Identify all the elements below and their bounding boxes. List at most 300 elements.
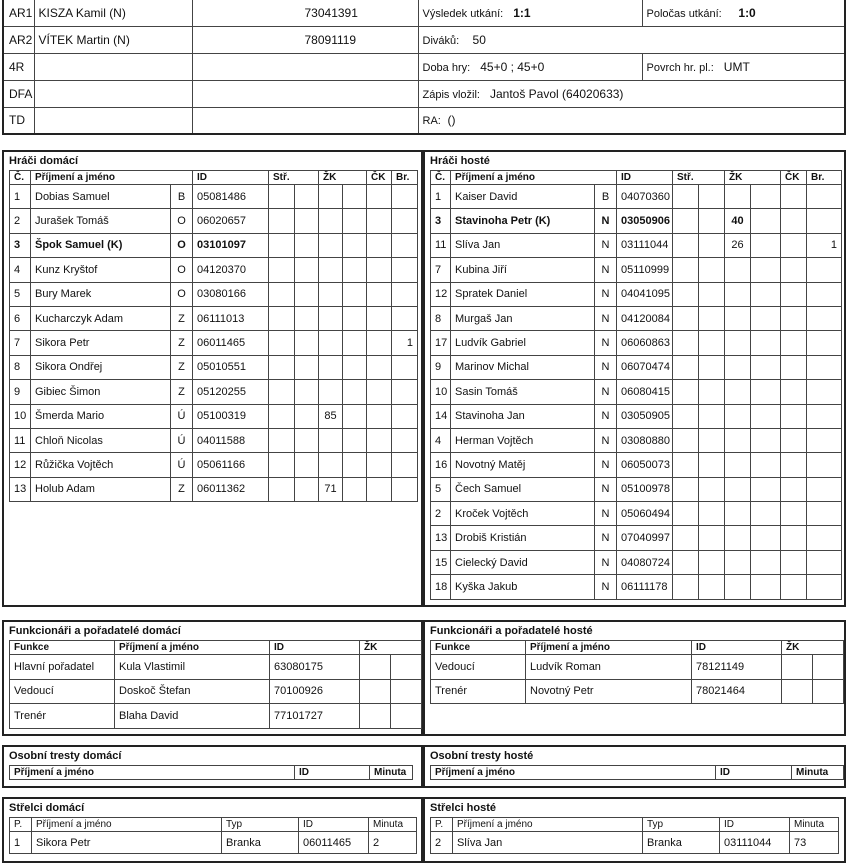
player-goals [392,355,418,379]
staff-id: 63080175 [270,655,360,680]
substitution-cell [269,453,295,477]
table-row [431,404,842,428]
red-card-cell [367,282,392,306]
table-row [10,355,418,379]
red-card-cell [367,404,392,428]
substitution-cell [699,380,725,404]
official-id [192,53,418,80]
substitution-cell [295,233,319,257]
player-goals [392,306,418,330]
recorder-label: Zápis vložil: [422,88,480,101]
yellow-card-cell [391,655,422,680]
duration-value: 45+0 ; 45+0 [480,59,545,74]
player-id: 03050905 [617,404,673,428]
player-position: N [595,306,617,330]
player-name: Sikora Ondřej [31,355,171,379]
red-card-cell [781,526,807,550]
substitution-cell [295,258,319,282]
table-row [431,832,839,854]
table-row [431,209,842,233]
yellow-card-minute [319,185,343,209]
yellow-card-minute [319,355,343,379]
player-goals [807,526,842,550]
table-row [431,355,842,379]
yellow-card-minute [725,258,751,282]
scorer-type: Branka [643,832,720,854]
yellow-card-cell [751,258,781,282]
player-position: N [595,209,617,233]
section-title: Střelci domácí [9,802,85,814]
player-goals [392,428,418,452]
player-name: Kroček Vojtěch [451,502,595,526]
substitution-cell [699,185,725,209]
player-name: Jurašek Tomáš [31,209,171,233]
staff-name: Doskoč Štefan [115,679,270,704]
substitution-cell [673,477,699,501]
header-substitution: Stř. [269,171,319,185]
substitution-cell [699,453,725,477]
player-name: Kucharczyk Adam [31,306,171,330]
yellow-card-minute [319,453,343,477]
red-card-cell [781,306,807,330]
player-name: Čech Samuel [451,477,595,501]
yellow-card-cell [343,331,367,355]
surface-value: UMT [723,59,750,74]
player-id: 06011362 [193,477,269,501]
player-name: Gibiec Šimon [31,380,171,404]
player-id: 05100319 [193,404,269,428]
player-goals [807,331,842,355]
red-card-cell [367,209,392,233]
header-row [431,171,842,185]
section-title: Hráči hosté [430,155,490,167]
player-number: 2 [431,502,451,526]
red-card-cell [781,331,807,355]
player-number: 14 [431,404,451,428]
substitution-cell [699,282,725,306]
result-cell [418,0,642,26]
header-row [431,818,839,832]
red-card-cell [367,185,392,209]
player-number: 12 [10,453,31,477]
yellow-card-cell [751,550,781,574]
red-card-cell [781,404,807,428]
header-row [10,641,422,655]
player-position: N [595,282,617,306]
player-name: Holub Adam [31,477,171,501]
staff-role: Vedoucí [10,679,115,704]
table-row [10,404,418,428]
yellow-card-cell [343,428,367,452]
player-goals [807,453,842,477]
player-name: Kyška Jakub [451,575,595,599]
yellow-card-cell [751,477,781,501]
table-row [431,453,842,477]
red-card-cell [367,428,392,452]
header-id: ID [716,766,792,780]
table-row [431,282,842,306]
player-position: O [171,233,193,257]
yellow-card-minute [319,258,343,282]
header-minute: Minuta [792,766,844,780]
player-position: B [171,185,193,209]
player-number: 17 [431,331,451,355]
player-goals [392,282,418,306]
substitution-cell [269,355,295,379]
player-number: 1 [10,185,31,209]
header-type: Typ [643,818,720,832]
player-goals [807,477,842,501]
halftime-cell [642,0,845,26]
player-name: Murgaš Jan [451,306,595,330]
header-role: Funkce [10,641,115,655]
header-id: ID [295,766,370,780]
yellow-card-minute [725,282,751,306]
staff-away-table [430,640,844,704]
player-number: 13 [431,526,451,550]
player-id: 04041095 [617,282,673,306]
halftime-value: 1:0 [738,5,756,20]
player-name: Kaiser David [451,185,595,209]
player-position: N [595,380,617,404]
table-row [431,258,842,282]
player-id: 04080724 [617,550,673,574]
yellow-card-cell [751,306,781,330]
yellow-card-minute [725,502,751,526]
scorers-away-section [423,797,846,863]
red-card-cell [781,233,807,257]
player-id: 06070474 [617,355,673,379]
substitution-cell [699,355,725,379]
header-name: Příjmení a jméno [32,818,222,832]
player-id: 05081486 [193,185,269,209]
substitution-cell [699,331,725,355]
yellow-card-cell [751,453,781,477]
player-position: Z [171,306,193,330]
yellow-card-minute [725,453,751,477]
surface-label: Povrch hr. pl.: [646,61,714,74]
table-row [431,526,842,550]
header-number: Č. [10,171,31,185]
staff-role: Trenér [431,679,526,704]
yellow-card-minute [319,209,343,233]
player-position: Z [171,477,193,501]
table-row [10,477,418,501]
yellow-card-minute [725,331,751,355]
result-label: Výsledek utkání: [422,7,504,20]
player-position: N [595,404,617,428]
yellow-card-cell [343,282,367,306]
player-goals [807,282,842,306]
player-number: 9 [10,380,31,404]
red-card-cell [781,380,807,404]
player-name: Novotný Matěj [451,453,595,477]
official-role: 4R [3,53,34,80]
yellow-card-cell [343,233,367,257]
player-id: 06111178 [617,575,673,599]
penalties-away-table [430,765,844,780]
official-name: KISZA Kamil (N) [34,0,192,26]
substitution-cell [295,306,319,330]
player-number: 11 [431,233,451,257]
table-row [10,428,418,452]
yellow-card-cell [751,185,781,209]
player-name: Slíva Jan [451,233,595,257]
red-card-cell [781,355,807,379]
substitution-cell [269,209,295,233]
yellow-card-cell [391,679,422,704]
substitution-cell [295,477,319,501]
official-row [3,80,845,107]
substitution-cell [269,380,295,404]
player-id: 04070360 [617,185,673,209]
table-row [431,233,842,257]
red-card-cell [781,477,807,501]
red-card-cell [367,453,392,477]
spectators-value: 50 [472,32,486,47]
staff-id: 78021464 [692,679,782,704]
substitution-cell [699,258,725,282]
player-id: 03101097 [193,233,269,257]
scorer-order: 2 [431,832,453,854]
player-id: 03080880 [617,428,673,452]
player-number: 5 [431,477,451,501]
penalties-away-section [423,745,846,788]
table-row [10,704,422,729]
player-goals [807,185,842,209]
substitution-cell [269,233,295,257]
header-goals: Br. [392,171,418,185]
header-order: P. [10,818,32,832]
substitution-cell [699,404,725,428]
substitution-cell [699,526,725,550]
player-goals [807,355,842,379]
table-row [10,453,418,477]
players-home-table [9,170,418,502]
scorer-minute: 73 [790,832,839,854]
yellow-card-minute [319,380,343,404]
player-name: Herman Vojtěch [451,428,595,452]
player-goals [807,575,842,599]
yellow-card-minute: 26 [725,233,751,257]
scorer-minute: 2 [369,832,417,854]
player-id: 06080415 [617,380,673,404]
player-number: 18 [431,575,451,599]
player-position: N [595,233,617,257]
player-goals [392,380,418,404]
red-card-cell [781,550,807,574]
staff-home-section [2,620,423,736]
substitution-cell [673,331,699,355]
player-name: Ludvík Gabriel [451,331,595,355]
header-substitution: Stř. [673,171,725,185]
red-card-cell [781,282,807,306]
player-goals: 1 [807,233,842,257]
duration-cell [418,53,642,80]
header-red-card: ČK [781,171,807,185]
player-goals [392,404,418,428]
player-position: Z [171,355,193,379]
header-id: ID [270,641,360,655]
header-row [10,818,417,832]
player-number: 8 [431,306,451,330]
player-id: 06060863 [617,331,673,355]
substitution-cell [295,331,319,355]
player-id: 04011588 [193,428,269,452]
player-position: N [595,575,617,599]
section-title: Funkcionáři a pořadatelé domácí [9,625,181,637]
halftime-label: Poločas utkání: [646,7,722,20]
red-card-cell [367,355,392,379]
staff-id: 70100926 [270,679,360,704]
substitution-cell [269,404,295,428]
table-row [431,655,844,680]
official-id [192,107,418,134]
yellow-card-cell [813,679,844,704]
red-card-cell [781,185,807,209]
player-position: N [595,502,617,526]
header-row [431,641,844,655]
yellow-card-cell [391,704,422,729]
player-name: Kubina Jiří [451,258,595,282]
substitution-cell [673,209,699,233]
section-title: Osobní tresty hosté [430,750,534,762]
header-goals: Br. [807,171,842,185]
official-role: AR2 [3,26,34,53]
player-goals [392,258,418,282]
header-id: ID [193,171,269,185]
official-name [34,107,192,134]
staff-name: Blaha David [115,704,270,729]
official-role: AR1 [3,0,34,26]
section-title: Hráči domácí [9,155,79,167]
yellow-card-cell [782,655,813,680]
substitution-cell [269,306,295,330]
yellow-card-cell [343,453,367,477]
player-name: Růžička Vojtěch [31,453,171,477]
header-id: ID [617,171,673,185]
player-number: 4 [10,258,31,282]
table-row [10,331,418,355]
substitution-cell [295,355,319,379]
scorer-id: 03111044 [720,832,790,854]
red-card-cell [367,258,392,282]
red-card-cell [367,477,392,501]
table-row [431,331,842,355]
player-number: 8 [10,355,31,379]
player-id: 04120370 [193,258,269,282]
yellow-card-minute [725,550,751,574]
staff-role: Hlavní pořadatel [10,655,115,680]
scorer-type: Branka [222,832,299,854]
substitution-cell [673,306,699,330]
staff-role: Trenér [10,704,115,729]
yellow-card-minute [725,575,751,599]
yellow-card-minute: 71 [319,477,343,501]
yellow-card-cell [751,282,781,306]
player-id: 06050073 [617,453,673,477]
player-name: Šmerda Mario [31,404,171,428]
table-row [10,258,418,282]
substitution-cell [673,502,699,526]
player-position: Z [171,380,193,404]
player-name: Drobiš Kristián [451,526,595,550]
official-id [192,80,418,107]
substitution-cell [673,550,699,574]
yellow-card-cell [343,306,367,330]
substitution-cell [699,209,725,233]
substitution-cell [699,550,725,574]
substitution-cell [673,526,699,550]
red-card-cell [367,233,392,257]
red-card-cell [781,453,807,477]
player-position: N [595,526,617,550]
ra-value: () [447,113,456,128]
substitution-cell [673,575,699,599]
official-name [34,80,192,107]
player-position: N [595,550,617,574]
official-id: 73041391 [192,0,418,26]
player-goals [392,453,418,477]
spectators-cell [418,26,845,53]
scorer-order: 1 [10,832,32,854]
player-name: Sikora Petr [31,331,171,355]
surface-cell [642,53,845,80]
table-row [431,502,842,526]
player-position: O [171,282,193,306]
scorers-home-table [9,817,417,854]
table-row [10,679,422,704]
player-goals [807,428,842,452]
yellow-card-minute: 40 [725,209,751,233]
player-name: Stavinoha Jan [451,404,595,428]
header-row [10,766,413,780]
header-yellow-card: ŽK [725,171,781,185]
red-card-cell [367,306,392,330]
player-id: 05010551 [193,355,269,379]
yellow-card-minute [725,404,751,428]
player-number: 11 [10,428,31,452]
ra-cell [418,107,845,134]
table-row [431,185,842,209]
substitution-cell [673,282,699,306]
player-name: Cielecký David [451,550,595,574]
yellow-card-cell [751,331,781,355]
player-number: 7 [431,258,451,282]
substitution-cell [673,233,699,257]
player-number: 10 [431,380,451,404]
player-name: Chloň Nicolas [31,428,171,452]
substitution-cell [269,331,295,355]
official-row [3,53,845,80]
players-away-table [430,170,842,600]
player-position: O [171,258,193,282]
header-minute: Minuta [790,818,839,832]
yellow-card-cell [343,477,367,501]
official-id: 78091119 [192,26,418,53]
header-name: Příjmení a jméno [431,766,716,780]
substitution-cell [269,258,295,282]
official-row [3,0,845,26]
player-position: N [595,453,617,477]
header-number: Č. [431,171,451,185]
player-position: B [595,185,617,209]
player-number: 16 [431,453,451,477]
table-row [431,306,842,330]
player-id: 06111013 [193,306,269,330]
player-id: 07040997 [617,526,673,550]
player-id: 05110999 [617,258,673,282]
